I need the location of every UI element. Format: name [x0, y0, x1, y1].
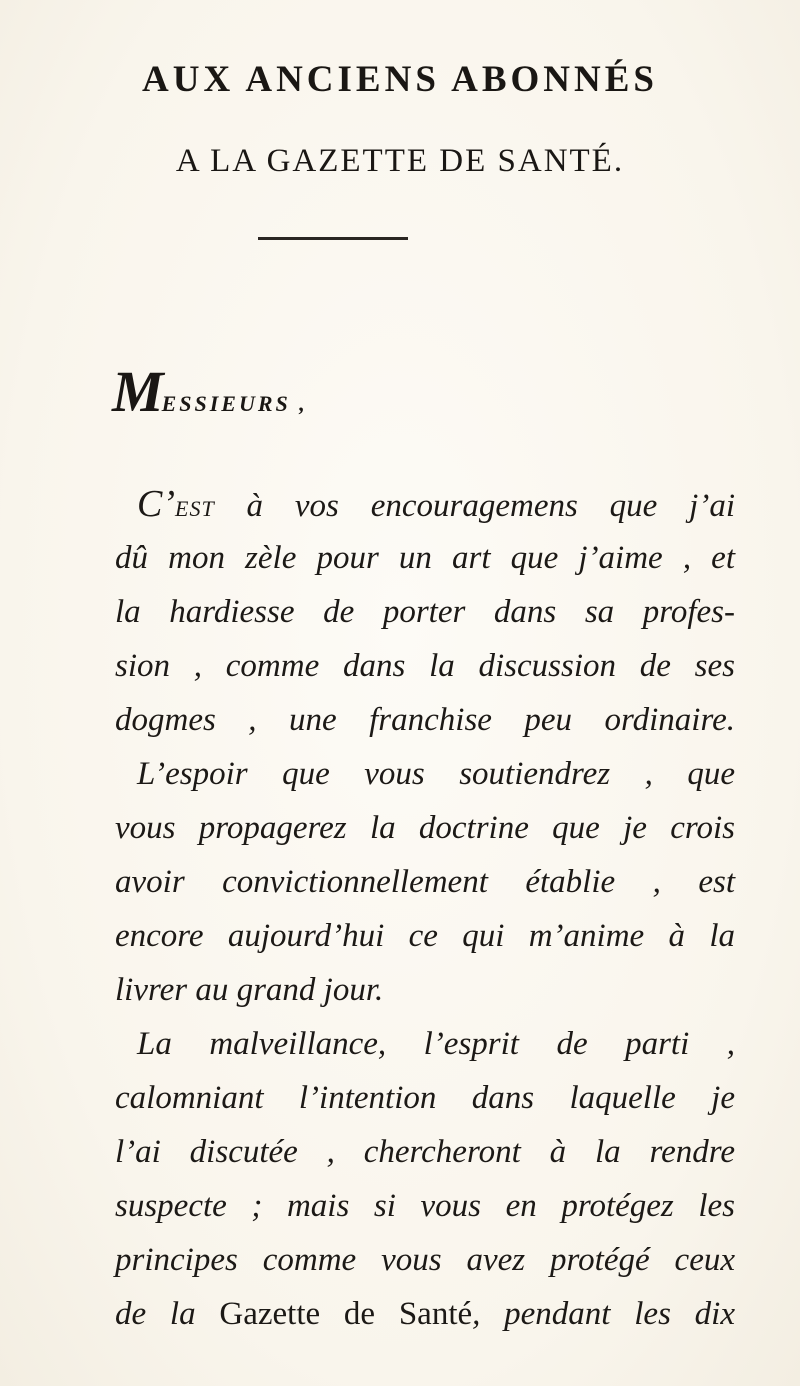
- text-line: La malveillance, l’esprit de parti ,: [137, 1026, 735, 1062]
- text-line: [115, 477, 735, 531]
- body-text: [115, 477, 735, 1341]
- text-line: vous propagerez la doctrine que je crois: [115, 810, 735, 846]
- text-line: avoir convictionnellement établie , est: [115, 864, 735, 900]
- salutation-initial: M: [112, 359, 162, 424]
- line-text: à vos encouragemens que j’ai: [214, 488, 735, 524]
- text-line: calomniant l’intention dans laquelle je: [115, 1080, 735, 1116]
- page-title: AUX ANCIENS ABONNÉS: [142, 59, 658, 100]
- text-line: L’espoir que vous soutiendrez , que: [137, 756, 735, 792]
- text-line: l’ai discutée , chercheront à la rendre: [115, 1134, 735, 1170]
- publication-name: Gazette de Santé: [219, 1296, 473, 1332]
- line-text: de la: [115, 1296, 220, 1332]
- title-divider: [258, 237, 408, 240]
- line-text: , pendant les dix: [472, 1296, 735, 1332]
- text-line: encore aujourd’hui ce qui m’anime à la: [115, 918, 735, 954]
- page-subtitle: A LA GAZETTE DE SANTÉ.: [175, 143, 625, 179]
- drop-cap: C’: [137, 483, 175, 525]
- text-line: suspecte ; mais si vous en protégez les: [115, 1188, 735, 1224]
- small-caps-word: EST: [175, 496, 215, 521]
- text-line: [115, 1287, 735, 1341]
- text-line: dogmes , une franchise peu ordinaire.: [115, 702, 735, 738]
- text-line: sion , comme dans la discussion de ses: [115, 648, 735, 684]
- text-line: dû mon zèle pour un art que j’aime , et: [115, 540, 735, 576]
- salutation: [112, 358, 308, 425]
- text-line: la hardiesse de porter dans sa profes-: [115, 594, 735, 630]
- text-line: livrer au grand jour.: [115, 972, 384, 1008]
- salutation-rest: ESSIEURS ,: [161, 391, 308, 416]
- text-line: principes comme vous avez protégé ceux: [115, 1242, 735, 1278]
